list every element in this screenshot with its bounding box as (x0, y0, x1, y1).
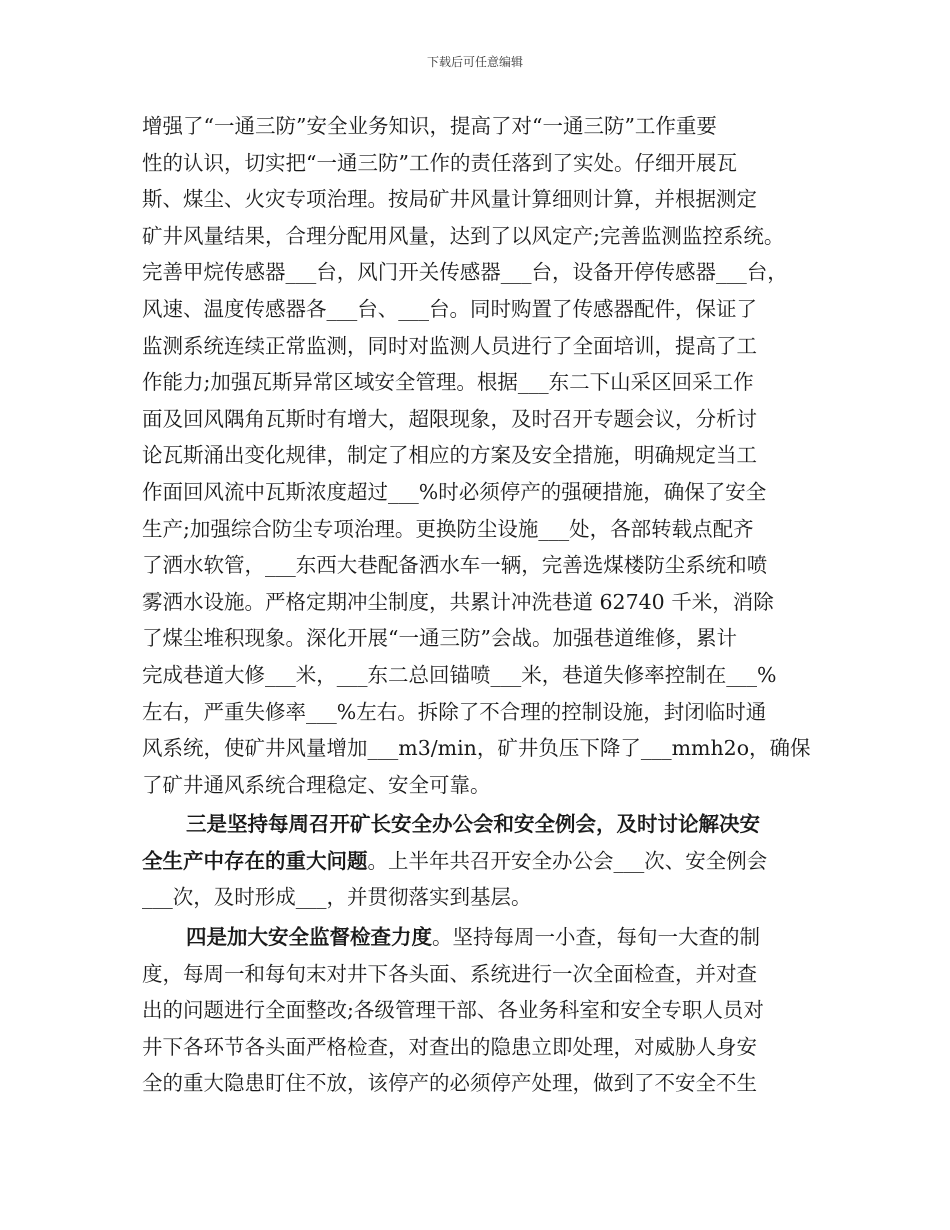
paragraph-heading: 四是加大安全监督检查力度 (186, 925, 432, 950)
text-span: 。坚持每周一小查，每旬一大查的制 (432, 925, 760, 950)
text-line: 矿井风量结果，合理分配用风量，达到了以风定产;完善监测监控系统。 (142, 223, 785, 248)
text-line: 论瓦斯涌出变化规律，制定了相应的方案及安全措施，明确规定当工 (142, 443, 757, 468)
text-line: 风系统，使矿井风量增加___m3/min，矿井负压下降了___mmh2o，确保 (142, 736, 811, 761)
text-span: 。上半年共召开安全办公会___次、安全例会 (367, 848, 768, 873)
text-line (142, 843, 810, 880)
paragraph-supervision-inspection (142, 919, 810, 1102)
text-line: 风速、温度传感器各___台、___台。同时购置了传感器配件，保证了 (142, 296, 757, 321)
text-line: 完成巷道大修___米，___东二总回锚喷___米，巷道失修率控制在___% (142, 662, 777, 687)
text-line (142, 919, 810, 956)
text-line: 增强了“一通三防”安全业务知识，提高了对“一通三防”工作重要 (142, 114, 717, 138)
text-line: 作面回风流中瓦斯浓度超过___%时必须停产的强硬措施，确保了安全 (142, 479, 767, 504)
text-line: 度，每周一和每旬末对井下各头面、系统进行一次全面检查，并对查 (142, 961, 757, 986)
text-line: 作能力;加强瓦斯异常区域安全管理。根据___东二下山采区回采工作 (142, 370, 754, 395)
text-line: ___次，及时形成___，并贯彻落实到基层。 (142, 885, 532, 910)
paragraph-ventilation-measures (142, 108, 810, 803)
text-line: 完善甲烷传感器___台，风门开关传感器___台，设备开停传感器___台， (142, 260, 788, 285)
text-line: 斯、煤尘、火灾专项治理。按局矿井风量计算细则计算，并根据测定 (142, 187, 757, 212)
text-line: 了煤尘堆积现象。深化开展“一通三防”会战。加强巷道维修，累计 (142, 626, 737, 651)
text-line (142, 806, 810, 843)
text-line: 监测系统连续正常监测，同时对监测人员进行了全面培训，提高了工 (142, 333, 757, 358)
text-line: 了矿井通风系统合理稳定、安全可靠。 (142, 772, 491, 797)
page-header-note: 下载后可任意编辑 (426, 55, 523, 69)
text-line: 全的重大隐患盯住不放，该停产的必须停产处理，做到了不安全不生 (142, 1071, 757, 1096)
paragraph-heading-continued: 全生产中存在的重大问题 (142, 848, 368, 873)
document-body (142, 108, 810, 1102)
text-line: 生产;加强综合防尘专项治理。更换防尘设施___处，各部转载点配齐 (142, 516, 754, 541)
text-line: 了洒水软管，___东西大巷配备洒水车一辆，完善选煤楼防尘系统和喷 (142, 553, 768, 578)
text-line: 雾洒水设施。严格定期冲尘制度，共累计冲洗巷道 62740 千米，消除 (142, 589, 774, 614)
text-line: 左右，严重失修率___%左右。拆除了不合理的控制设施，封闭临时通 (142, 699, 767, 724)
paragraph-heading: 三是坚持每周召开矿长安全办公会和安全例会，及时讨论解决安 (186, 812, 760, 837)
text-line: 出的问题进行全面整改;各级管理干部、各业务科室和安全专职人员对 (142, 998, 764, 1023)
text-line: 面及回风隅角瓦斯时有增大，超限现象，及时召开专题会议，分析讨 (142, 406, 757, 431)
text-line: 井下各环节各头面严格检查，对查出的隐患立即处理，对威胁人身安 (142, 1034, 757, 1059)
text-line: 性的认识，切实把“一通三防”工作的责任落到了实处。仔细开展瓦 (142, 150, 737, 175)
paragraph-weekly-meetings (142, 806, 810, 916)
